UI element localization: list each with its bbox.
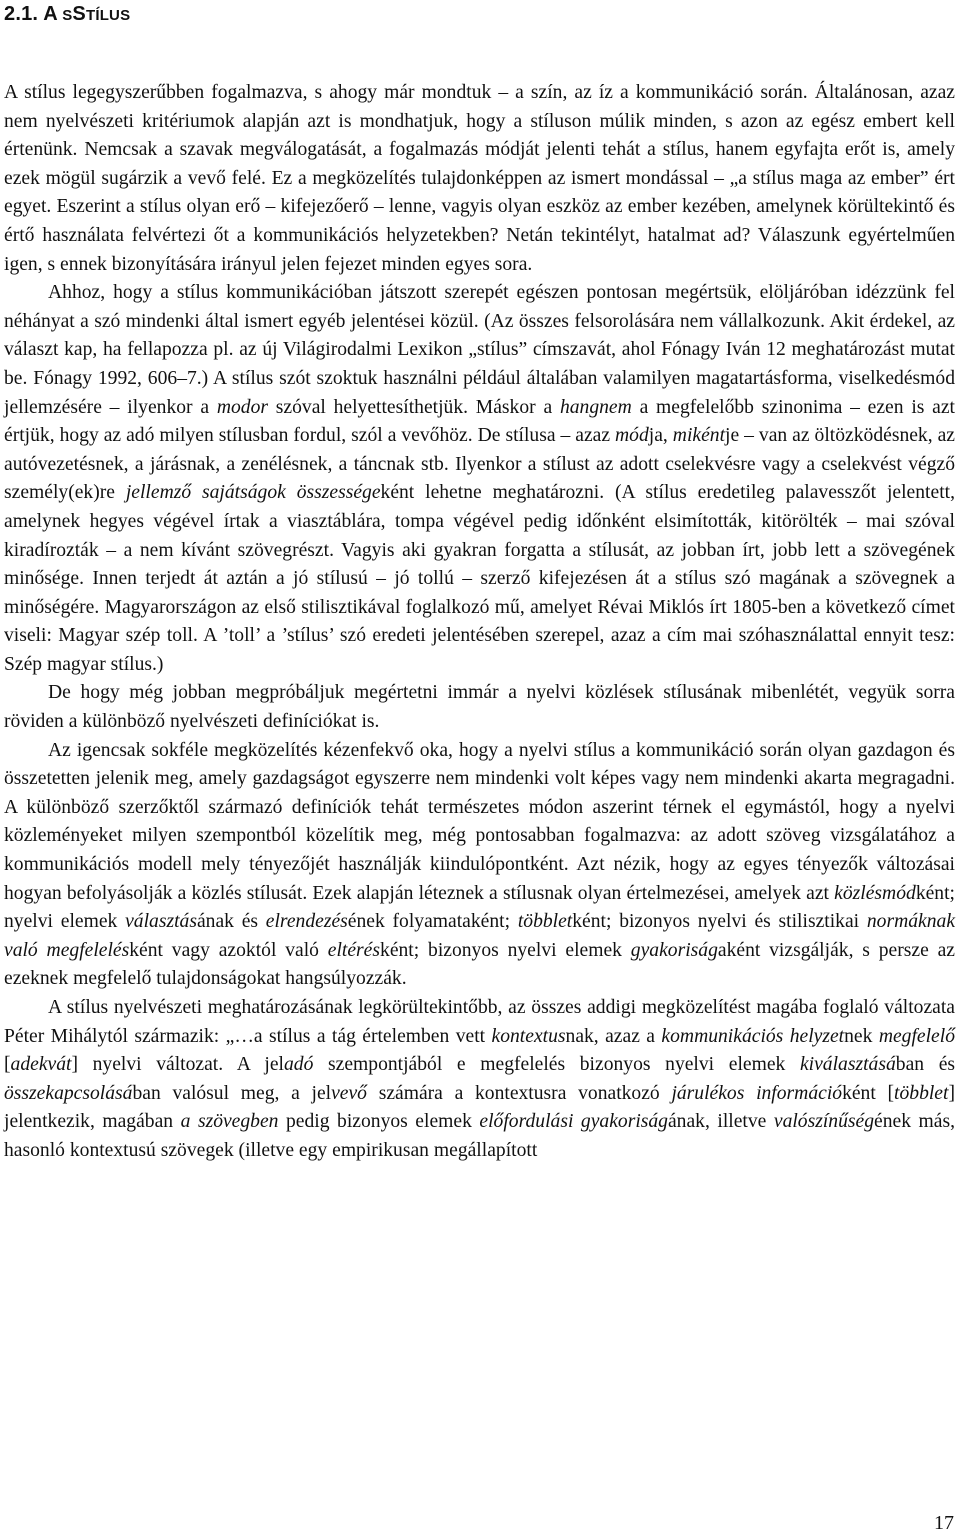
text-run: Az igencsak sokféle megközelítés kézenfekvő oka, hogy a nyelvi stílus a kommunikáció során olyan gazdagon és összetetten jelenik meg, amely gazdagságot egyszerre nem mindenki volt képes vagy nem mindenki akarta megragadni. A különböző szerzőktől származó definíciók tehát természetes módon aszerint térnek el egymástól, hogy a nyelvi közleményeket milyen szempontból közelítik meg, még pontosabban fogalmazva: az adott szöveg vizsgálatához a kommunikációs modell mely tényezőjét használják kiindulópontként. Azt nézik, hogy az egyes tényezők változásai hogyan befolyásolják a közlés stílusát. Ezek alapján léteznek a stílusnak olyan értelmezései, amelyek azt — [4, 739, 955, 904]
section-heading — [4, 2, 130, 28]
paragraph — [4, 994, 955, 1166]
text-run: ének folyamataként; — [347, 911, 518, 933]
text-run: ának és — [196, 911, 266, 933]
italic-run: kommunikációs helyzet — [661, 1025, 845, 1047]
text-run: ] nyelvi változat. A jel — [71, 1054, 284, 1076]
italic-run: hangnem — [559, 396, 632, 418]
text-run: szempontjából e megfelelés bizonyos nyelvi elemek — [313, 1054, 800, 1076]
text-run: pedig bizonyos elemek — [278, 1111, 480, 1133]
page-number: 17 — [934, 1512, 954, 1534]
italic-run: elrendezés — [265, 911, 348, 933]
text-run: ének más, hasonló kontextusú szövegek (illetve egy empirikusan megállapított — [4, 1111, 955, 1161]
italic-run: előfordulási gyakoriság — [479, 1111, 668, 1133]
text-run: A stílus nyelvészeti meghatározásának legkörültekintőbb, az összes addigi megközelítést magába foglaló változata Péter Mihálytól származik: „…a stílus a tág értelemben vett — [4, 997, 955, 1047]
text-run: aként vizsgálják, s persze az ezeknek megfelelő tulajdonságokat hangsúlyozzák. — [4, 939, 955, 990]
text-run: nek — [844, 1025, 879, 1047]
italic-run: többlet — [517, 911, 573, 933]
paragraph — [4, 679, 955, 736]
heading-small-caps-space: S — [57, 7, 73, 24]
heading-small-caps-rest: TÍLUS — [85, 7, 131, 24]
italic-run: vevő — [331, 1082, 367, 1104]
section-number: 2.1. — [4, 3, 44, 25]
italic-run: többlet — [894, 1082, 949, 1104]
text-run: a megfelelőbb szinonima – ezen is azt értjük, hogy az adó milyen stílusban fordul, szól a vevőhöz. De stílusa – azaz — [4, 396, 956, 447]
italic-run: miként — [672, 425, 726, 447]
paragraph — [4, 79, 955, 279]
body-text — [4, 79, 955, 1166]
italic-run: összekapcsolásá — [4, 1082, 133, 1104]
text-run: ban valósul meg, a jel — [132, 1082, 332, 1104]
text-run: szóval helyettesíthetjük. Máskor a — [268, 396, 560, 418]
italic-run: megfelelő — [878, 1025, 955, 1047]
text-run: ként [ — [842, 1082, 895, 1104]
italic-run: járulékos információ — [671, 1082, 843, 1104]
italic-run: eltérés — [327, 939, 381, 961]
text-run: ban és — [895, 1054, 956, 1076]
text-run: A stílus legegyszerűbben fogalmazva, s ahogy már mondtuk – a szín, az íz a kommunikáció során. Általánosan, azaz nem nyelvészeti kritériumok alapján azt is mondhatjuk, hogy a stíluson múlik minden, s azon az egész embert kell értenünk. Nemcsak a szavak megválogatását, a fogalmazás módját jelenti tehát a stílus, hanem egyfajta erőt is, amely ezek mögül sugárzik a vevő felé. Ez a megközelítés tulajdonképpen az ismert mondással – „a stílus maga az ember” ért egyet. Eszerint a stílus olyan erő – kifejezőerő – lenne, vagyis olyan eszköz az ember kezében, amelynek körültekintő és értő használata felvértezi őt a kommunikációs helyzetekben? Netán tekintélyt, hatalmat ad? Válaszunk egyértelműen igen, s ennek bizonyítására irányul jelen fejezet minden egyes sora. — [4, 82, 955, 275]
italic-run: adekvát — [10, 1054, 72, 1076]
italic-run: jellemző sajátságok összessége — [125, 482, 381, 504]
text-run: számára a kontextusra vonatkozó — [366, 1082, 672, 1104]
italic-run: kontextus — [491, 1025, 566, 1047]
italic-run: mód — [615, 425, 649, 447]
text-run: ként; bizonyos nyelvi és stilisztikai — [572, 911, 867, 933]
text-run: je – van az öltözködésnek, az autóvezetésnek, a járásnak, a zenélésnek, a táncnak stb. Ilyenkor a stílust az adott cselekvésre vagy a cselekvést végző személy(ek)re — [4, 425, 955, 504]
text-run: Ahhoz, hogy a stílus kommunikációban játszott szerepét egészen pontosan megértsük, elöljáróban idézzünk fel néhányat a szó mindenki által ismert egyéb jelentései közül. (Az összes felsorolására nem vállalkozunk. Akit érdekel, az választ kap, ha fellapozza pl. az új Világirodalmi Lexikon „stílus” címszavát, ahol Fónagy Iván 12 meghatározást mutat be. Fónagy 1992, 606–7.) A stílus szót szoktuk használni például általában valamilyen magatartásforma, viselkedésmód jellemzésére – ilyenkor a — [4, 282, 955, 418]
italic-run: a szövegben — [180, 1111, 279, 1133]
text-run: ként lehetne meghatározni. (A stílus eredetileg palavesszőt jelentett, amelynek hegyes végével írtak a viasztáblára, tompa végével pedig időnként elsimították, kitörölték – mai szóval kiradírozták – a nem kívánt szövegrészt. Vagyis aki gyakran forgatta a stílusát, az jobban írt, jobb lett a szövegének minősége. Innen terjedt át aztán a jó stílusú – jó tollú – szerző kifejezésen át a stílus szó magának a szövegnek a minőségére. Magyarországon az első stilisztikával foglalkozó mű, amelyet Révai Miklós írt 1805-ben a következő címet viseli: Magyar szép toll. A ’toll’ a ’stílus’ szó eredeti jelentésében szerepel, azaz a cím mai szóhasználattal ennyit tesz: Szép magyar stílus.) — [4, 482, 955, 675]
text-run: ja, — [648, 425, 673, 447]
paragraph — [4, 279, 955, 679]
heading-capital: S — [72, 3, 86, 25]
italic-run: adó — [284, 1054, 314, 1076]
text-run: [ — [4, 1054, 11, 1076]
text-run: ként; bizonyos nyelvi elemek — [380, 939, 631, 961]
text-run: ként; nyelvi elemek — [4, 882, 955, 933]
text-run: ként vagy azoktól való — [129, 939, 328, 961]
italic-run: valószínűség — [773, 1111, 875, 1133]
text-run: De hogy még jobban megpróbáljuk megértetni immár a nyelvi közlések stílusának mibenlétét, vegyük sorra röviden a különböző nyelvészeti definíciókat is. — [4, 682, 955, 733]
italic-run: normáknak való megfelelés — [4, 911, 956, 961]
italic-run: kiválasztásá — [799, 1054, 896, 1076]
text-run: ának, illetve — [667, 1111, 774, 1133]
text-run: ] jelentkezik, magában — [4, 1082, 955, 1133]
italic-run: választás — [125, 911, 197, 933]
text-run: nak, azaz a — [565, 1025, 662, 1047]
italic-run: modor — [216, 396, 268, 418]
heading-first-letter: A — [43, 3, 58, 25]
italic-run: gyakoriság — [630, 939, 718, 961]
paragraph — [4, 737, 955, 994]
italic-run: közlésmód — [834, 882, 916, 904]
